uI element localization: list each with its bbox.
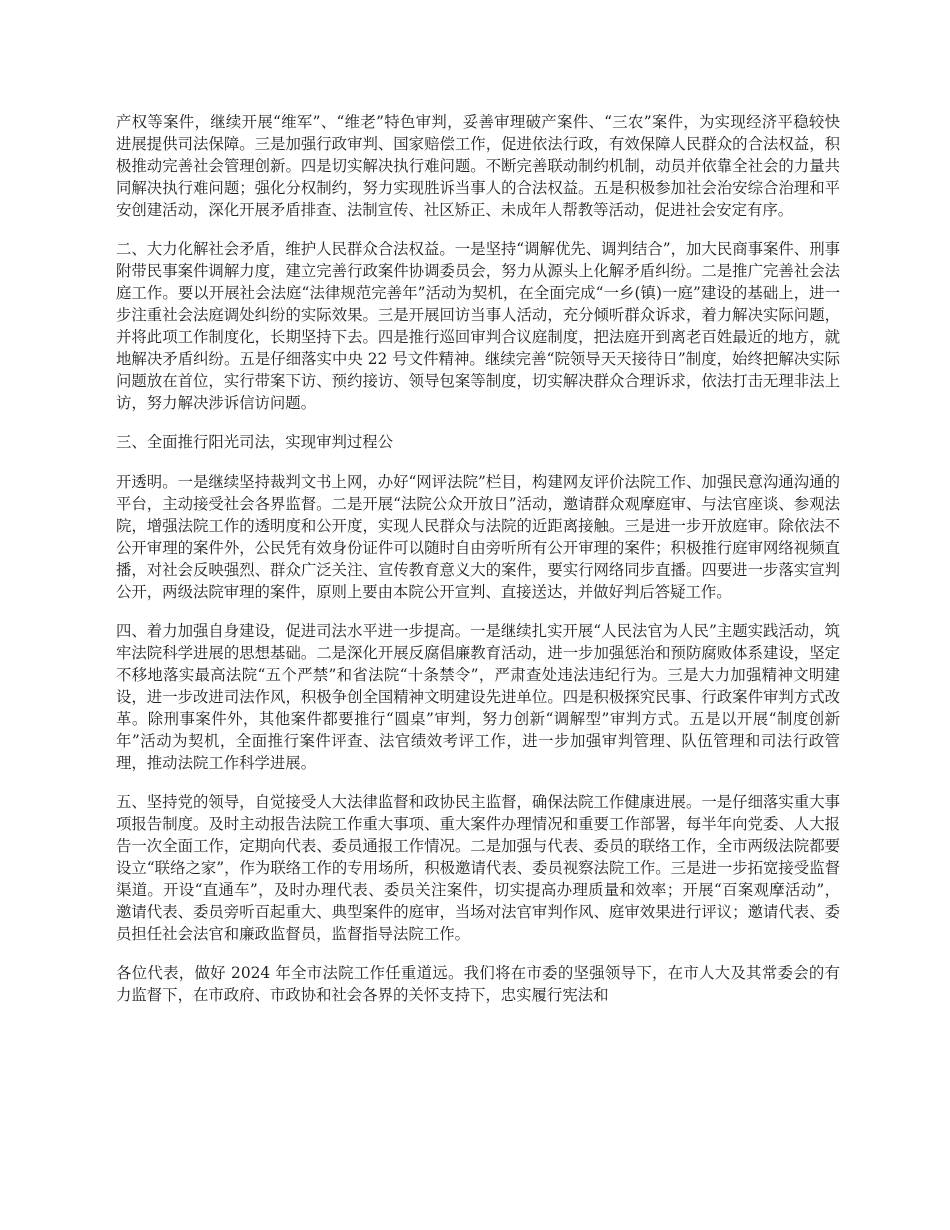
paragraph-open-justice: 开透明。一是继续坚持裁判文书上网，办好“网评法院”栏目，构建网友评价法院工作、加强民意沟通沟通的平台，主动接受社会各界监督。二是开展“法院公众开放日”活动，邀请群众观摩庭审、与法官座谈、参观法院，增强法院工作的透明度和公开度，实现人民群众与法院的近距离接触。三是进一步开放庭审。除依法不公开审理的案件外，公民凭有效身份证件可以随时自由旁听所有公开审理的案件；积极推行庭审网络视频直播，对社会反映强烈、群众广泛关注、宣传教育意义大的案件，要实行网络同步直播。四要进一步落实宣判公开，两级法院审理的案件，原则上要由本院公开宣判、直接送达，并做好判后答疑工作。	[116, 473, 840, 601]
paragraph-closing: 各位代表，做好 2024 年全市法院工作任重道远。我们将在市委的坚强领导下，在市人大及其常委会的有力监督下，在市政府、市政协和社会各界的关怀支持下，忠实履行宪法和	[116, 964, 840, 1004]
paragraph-party-leadership: 五、坚持党的领导，自觉接受人大法律监督和政协民主监督，确保法院工作健康进展。一是仔细落实重大事项报告制度。及时主动报告法院工作重大事项、重大案件办理情况和重要工作部署，每半年向党委、人大报告一次全面工作，定期向代表、委员通报工作情况。二是加强与代表、委员的联络工作，全市两级法院都要设立“联络之家”，作为联络工作的专用场所，积极邀请代表、委员视察法院工作。三是进一步拓宽接受监督渠道。开设“直通车”，及时办理代表、委员关注案件，切实提高办理质量和效率；开展“百案观摩活动”，邀请代表、委员旁听百起重大、典型案件的庭审，当场对法官审判作风、庭审效果进行评议；邀请代表、委员担任社会法官和廉政监督员，监督指导法院工作。	[116, 793, 840, 943]
paragraph-self-construction: 四、着力加强自身建设，促进司法水平进一步提高。一是继续扎实开展“人民法官为人民”主题实践活动，筑牢法院科学进展的思想基础。二是深化开展反腐倡廉教育活动，进一步加强惩治和预防腐败体系建设，坚定不移地落实最高法院“五个严禁”和省法院“十条禁令”，严肃查处违法违纪行为。三是大力加强精神文明建设，进一步改进司法作风，积极争创全国精神文明建设先进单位。四是积极探究民事、行政案件审判方式改革。除刑事案件外，其他案件都要推行“圆桌”审判，努力创新“调解型”审判方式。五是以开展“制度创新年”活动为契机，全面推行案件评查、法官绩效考评工作，进一步加强审判管理、队伍管理和司法行政管理，推动法院工作科学进展。	[116, 622, 840, 772]
paragraph-open-justice-heading: 三、全面推行阳光司法，实现审判过程公	[116, 433, 394, 451]
document-body	[116, 111, 840, 1023]
paragraph-judicial-protection: 产权等案件，继续开展“维军”、“维老”特色审判，妥善审理破产案件、“三农”案件，为实现经济平稳较快进展提供司法保障。三是加强行政审判、国家赔偿工作，促进依法行政，有效保障人民群众的合法权益，积极推动完善社会管理创新。四是切实解决执行难问题。不断完善联动制约机制，动员并依靠全社会的力量共同解决执行难问题；强化分权制约，努力实现胜诉当事人的合法权益。五是积极参加社会治安综合治理和平安创建活动，深化开展矛盾排查、法制宣传、社区矫正、未成年人帮教等活动，促进社会安定有序。	[116, 113, 840, 219]
paragraph-resolve-conflicts: 二、大力化解社会矛盾，维护人民群众合法权益。一是坚持“调解优先、调判结合”，加大民商事案件、刑事附带民事案件调解力度，建立完善行政案件协调委员会，努力从源头上化解矛盾纠纷。二是推广完善社会法庭工作。要以开展社会法庭“法律规范完善年”活动为契机，在全面完成“一乡(镇)一庭”建设的基础上，进一步注重社会法庭调处纠纷的实际效果。三是开展回访当事人活动，充分倾听群众诉求，着力解决实际问题，并将此项工作制度化，长期坚持下去。四是推行巡回审判合议庭制度，把法庭开到离老百姓最近的地方，就地解决矛盾纠纷。五是仔细落实中央 22 号文件精神。继续完善“院领导天天接待日”制度，始终把解决实际问题放在首位，实行带案下访、预约接访、领导包案等制度，切实解决群众合理诉求，依法打击无理非法上访，努力解决涉诉信访问题。	[116, 240, 840, 412]
